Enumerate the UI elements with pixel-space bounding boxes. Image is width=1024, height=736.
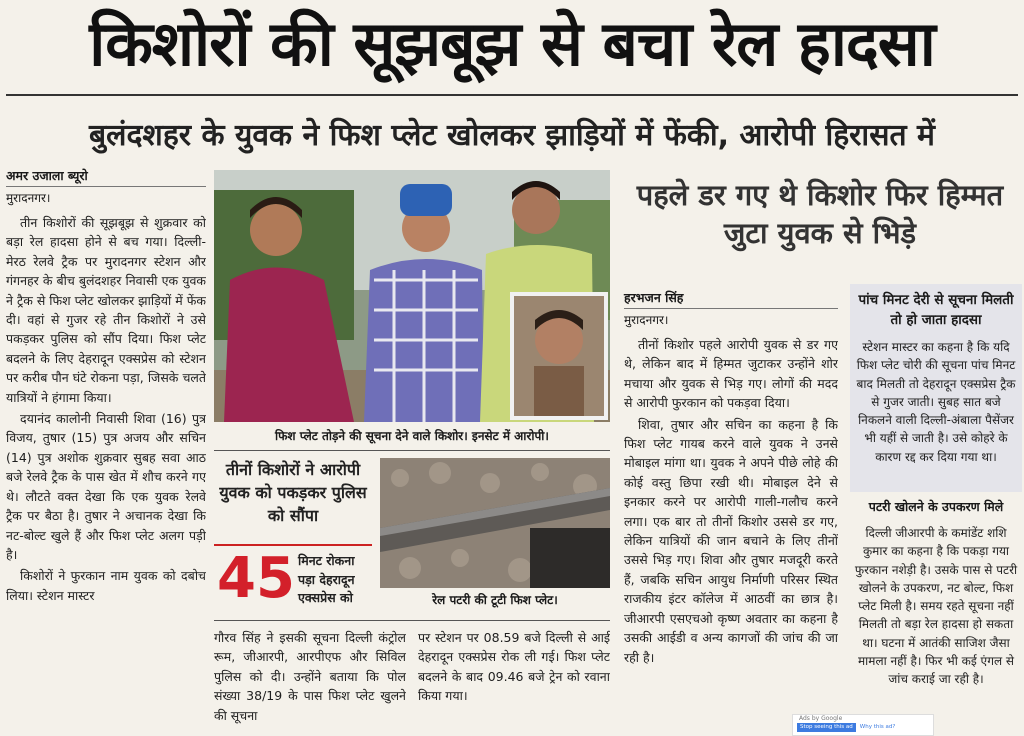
track-photo: [380, 458, 610, 588]
bottom-column-1: गौरव सिंह ने इसकी सूचना दिल्ली कंट्रोल रूम, जीआरपी, आरपीएफ और सिविल पुलिस को दी। उन्होंने बताया कि पोल संख्या 38/19 के पास फिश प्लेट खुलने की सूचना: [214, 630, 406, 723]
track-photo-illustration: [380, 458, 610, 588]
ad-label: Ads by Google: [799, 715, 843, 722]
left-article-body: [6, 213, 206, 733]
box-tools-title: पटरी खोलने के उपकरण मिले: [868, 499, 1004, 514]
box-delay-text: स्टेशन मास्टर का कहना है कि यदि फिश प्लेट चोरी की सूचना पांच मिनट बाद मिलती तो देहरादून एक्सप्रेस ट्रैक से गुजर जाती। सुबह सात बजे निकलने वाली दिल्ली-अंबाला पैसेंजर भी यहीं से जाती है। उसे कोहरे के कारण रद्द कर दिया गया था।: [856, 340, 1016, 464]
pullquote: तीनों किशोरों ने आरोपी युवक को पकड़कर पुलिस को सौंपा: [219, 460, 367, 525]
bottom-column-2: पर स्टेशन पर 08.59 बजे दिल्ली से आई देहरादून एक्सप्रेस रोक ली गई। फिश प्लेट बदलने के बाद 09.46 बजे ट्रेन को रवाना किया गया।: [418, 630, 610, 704]
why-this-ad-link[interactable]: Why this ad?: [859, 724, 896, 730]
left-paragraph: किशोरों ने फुरकान नाम युवक को दबोच लिया। स्टेशन मास्टर: [6, 568, 206, 603]
mid-paragraph: शिवा, तुषार और सचिन का कहना है कि फिश प्लेट गायब करने वाले युवक ने उनसे मोबाइल मांगा था। युवक ने अपने पीछे लोहे की कोई वस्तु छिपा रखी थी। मोबाइल देने से इनकार करने पर आरोपी गाली-गलौच करने लगा। एक बार तो तीनों किशोर उससे डर गए, लेकिन यात्रियों की जान बचाने के लिए तीनों उससे भिड़ गए। शिवा और तुषार मजदूरी करते हैं, जबकि सचिन आयुध निर्माणी परिसर स्थित राजकीय इंटर कॉलेज में आठवीं का छात्र है। जीआरपी एसएचओ कृष्ण अवतार का कहना है उसकी आईडी व अन्य कागजों की जांच की जा रही है।: [624, 416, 838, 665]
left-column: [6, 166, 206, 734]
ad-controls: [793, 723, 933, 732]
side-headline: पहले डर गए थे किशोर फिर हिम्मत जुटा युवक से भिड़े: [636, 178, 1004, 250]
subheadline: बुलंदशहर के युवक ने फिश प्लेट खोलकर झाड़ियों में फेंकी, आरोपी हिरासत में: [89, 118, 935, 153]
kids-photo: [214, 170, 610, 422]
stat-number: 45: [217, 546, 295, 611]
left-paragraph: तीन किशोरों की सूझबूझ से शुक्रवार को बड़ा रेल हादसा होने से बच गया। दिल्ली-मेरठ रेलवे ट्रैक पर मुरादनगर स्टेशन और गंगनहर के बीच बुलंदशहर निवासी एक युवक ने ट्रैक से फिश प्लेट खोलकर झाड़ियों में फेंक दी। वहां से गुजर रहे तीन किशोरों ने उसे पकड़कर पुलिस को सौंप दिया। फिश प्लेट बदलने के लिए देहरादून एक्सप्रेस को स्टेशन पर करीब पौन घंटे रोकना पड़ा, जिसके चलते यात्रियों ने हंगामा किया।: [6, 215, 206, 405]
ad-overlay: [792, 714, 934, 736]
box-tools-text: दिल्ली जीआरपी के कमांडेंट शशि कुमार का कहना है कि पकड़ा गया फुरकान नशेड़ी है। उसके पास से पटरी खोलने के उपकरण, नट बोल्ट, फिश प्लेट मिली है। समय रहते सूचना नहीं मिलती तो बड़ा रेल हादसा हो सकता था। घटना में आतंकी साजिश जैसा मामला नहीं है। फिर भी कई एंगल से जांच कराई जा रही है।: [854, 526, 1018, 687]
kids-photo-illustration: [214, 170, 610, 422]
left-paragraph: दयानंद कालोनी निवासी शिवा (16) पुत्र विजय, तुषार (15) पुत्र अजय और सचिन (14) पुत्र अशोक शुक्रवार सुबह सवा आठ बजे रेलवे ट्रैक के पास खेत में शौच करने गए थे। लौटते वक्त देखा कि एक युवक रेलवे ट्रैक पर बैठा है। तुषार ने अचानक देखा कि नट-बोल्ट खुले हैं और फिश प्लेट अलग पड़ी है।: [6, 411, 206, 562]
box-delay-title: पांच मिनट देरी से सूचना मिलती तो हो जाता हादसा: [858, 292, 1014, 328]
mid-paragraph: तीनों किशोर पहले आरोपी युवक से डर गए थे, लेकिन बाद में हिम्मत जुटाकर उन्होंने शोर मचाया और युवक से भिड़ गए। लोगों की मदद से आरोपी फुरकान को पकड़वा दिया।: [624, 337, 838, 411]
headline: किशोरों की सूझबूझ से बचा रेल हादसा: [89, 7, 935, 80]
caption-rule: [214, 450, 610, 451]
info-box-delay: [850, 284, 1022, 492]
left-byline: अमर उजाला ब्यूरो: [6, 168, 88, 183]
info-box-tools: [850, 496, 1022, 728]
track-caption: रेल पटरी की टूटी फिश प्लेट।: [432, 593, 558, 607]
mid-column: [624, 288, 838, 734]
bottom-rule: [214, 620, 610, 621]
photo-caption: फिश प्लेट तोड़ने की सूचना देने वाले किशोर। इनसेट में आरोपी।: [275, 429, 549, 443]
mid-byline: हरभजन सिंह: [624, 290, 684, 305]
mid-article-body: [624, 335, 838, 733]
mid-dateline: मुरादनगर।: [624, 313, 669, 327]
headline-rule: [6, 94, 1018, 96]
stat-text: मिनट रोकना पड़ा देहरादून एक्सप्रेस को: [298, 553, 355, 605]
left-dateline: मुरादनगर।: [6, 191, 51, 205]
stop-seeing-ad-button[interactable]: Stop seeing this ad: [797, 723, 856, 732]
